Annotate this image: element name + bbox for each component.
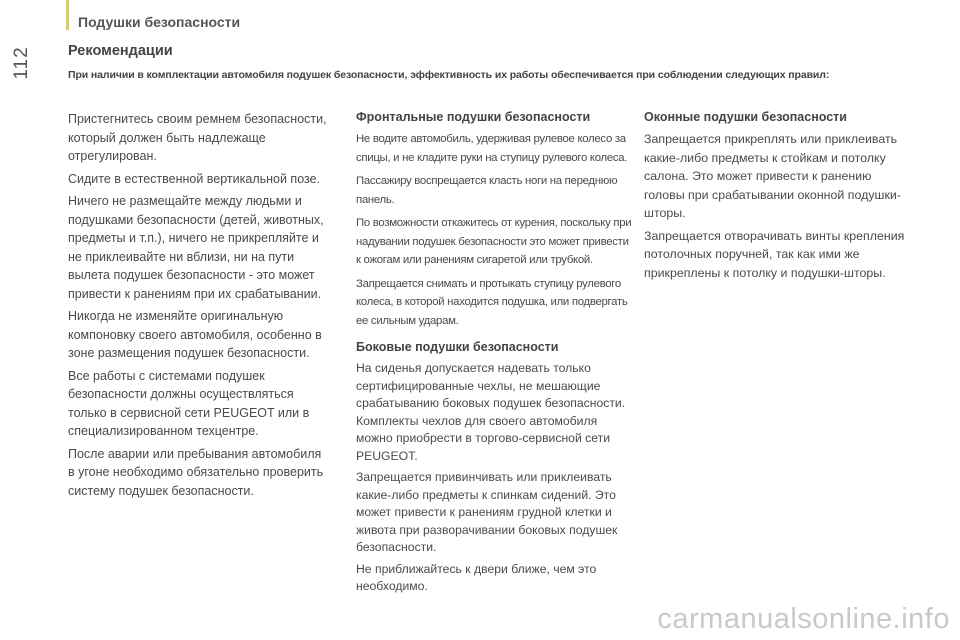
paragraph: Сидите в естественной вертикальной позе. [68,171,321,186]
paragraph: Ничего не размещайте между людьми и подушками безопасности (детей, животных, предметы и т.п.), ничего не прикрепляйте и не приклеивайте ни вблизи, ни на пути вылета подушек безопасности - это может привести к ранениям при их срабатывании. [68,194,324,301]
paragraph: Не приближайтесь к двери ближе, чем это необходимо. [356,561,597,593]
paragraph: Запрещается прикреплять или приклеивать какие-либо предметы к стойкам и потолку салона. Это может привести к ранению головы при срабатывании оконной подушки-шторы. [644,132,901,220]
watermark: carmanualsonline.info [657,603,950,635]
paragraph: На сиденья допускается надевать только сертифицированные чехлы, не мешающие срабатыванию боковых подушек безопасности. Комплекты чехлов для своего автомобиля можно приобрести в торгово-сервисной сети PEUGEOT. [356,361,626,463]
paragraph: По возможности откажитесь от курения, поскольку при надувании подушек безопасности это может привести к ожогам или ранениям сигаретой или трубкой. [356,217,632,266]
section-title: Рекомендации [68,43,173,59]
paragraph: Все работы с системами подушек безопасности должны осуществляться только в сервисной сети PEUGEOT или в специализированном техцентре. [68,368,310,438]
general-recommendations-column [68,110,328,504]
curtain-airbags-column [644,110,914,286]
page-number: 112 [11,46,32,80]
paragraph: Никогда не изменяйте оригинальную компоновку своего автомобиля, особенно в зоне размещения подушек безопасности. [68,309,322,360]
intro-text: При наличии в комплектации автомобиля подушек безопасности, эффективность их работы обеспечивается при соблюдении следующих правил: [68,69,830,81]
paragraph: После аварии или пребывания автомобиля в угоне необходимо обязательно проверить систему подушек безопасности. [68,446,324,498]
side-airbags-heading: Боковые подушки безопасности [356,340,559,354]
paragraph: Запрещается отворачивать винты крепления потолочных поручней, так как ими же прикреплены к потолку и подушки-шторы. [644,228,905,280]
curtain-airbags-heading: Оконные подушки безопасности [644,110,847,124]
paragraph: Запрещается снимать и протыкать ступицу рулевого колеса, в которой находится подушка, или подвергать ее сильным ударам. [356,277,628,327]
paragraph: Не водите автомобиль, удерживая рулевое колесо за спицы, и не кладите руки на ступицу рулевого колеса. [356,133,628,164]
chapter-marker-bar [66,0,69,30]
paragraph: Пристегнитесь своим ремнем безопасности, который должен быть надлежаще отрегулирован. [68,112,327,163]
paragraph: Запрещается привинчивать или приклеивать какие-либо предметы к спинкам сидений. Это может привести к ранениям грудной клетки и живота при разворачивании боковых подушек безопасности. [356,470,618,554]
frontal-airbags-heading: Фронтальные подушки безопасности [356,110,591,124]
paragraph: Пассажиру воспрещается класть ноги на переднюю панель. [356,175,618,206]
frontal-and-side-airbags-column [356,110,634,600]
chapter-title: Подушки безопасности [78,14,241,30]
